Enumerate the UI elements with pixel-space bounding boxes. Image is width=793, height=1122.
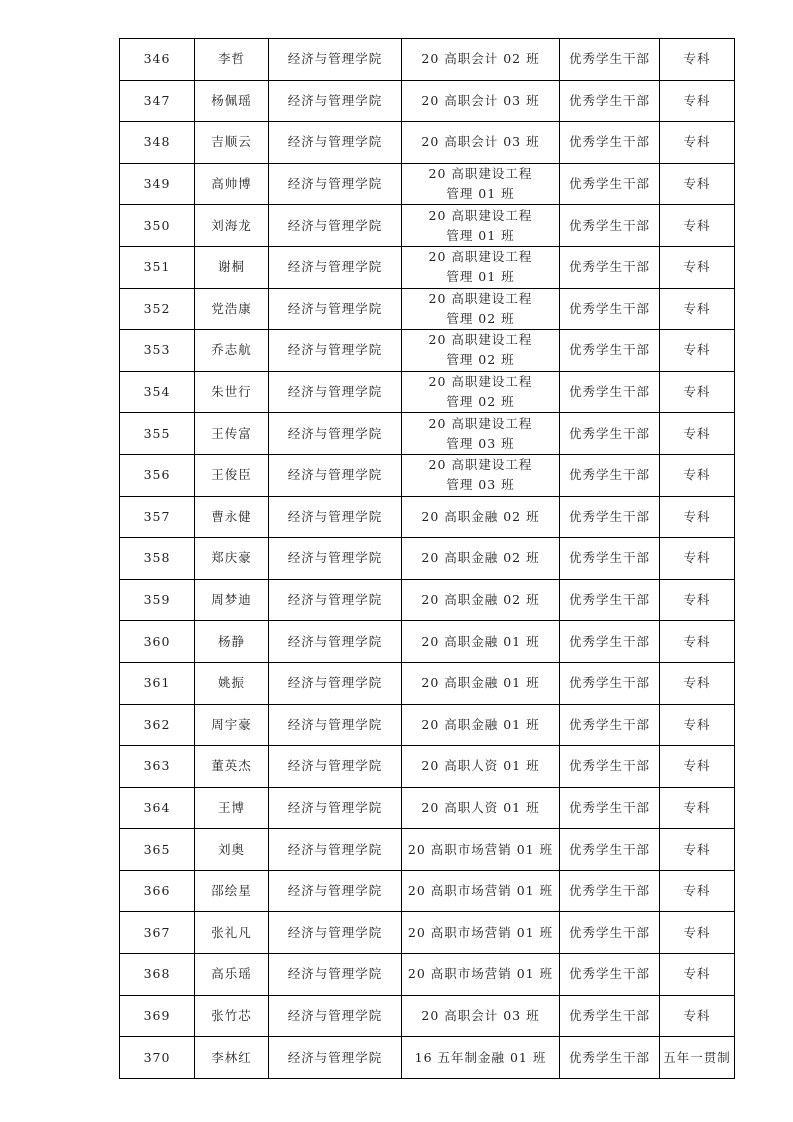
student-name-cell: 周宇豪 xyxy=(195,704,269,746)
education-level-cell: 专科 xyxy=(660,39,735,81)
college-cell: 经济与管理学院 xyxy=(269,371,402,413)
class-line: 20 高职人资 01 班 xyxy=(421,758,540,774)
award-cell: 优秀学生干部 xyxy=(560,1037,660,1079)
class-cell xyxy=(402,704,560,746)
education-level-cell: 专科 xyxy=(660,371,735,413)
class-line: 20 高职建设工程 xyxy=(428,415,533,431)
student-name-cell: 周梦迪 xyxy=(195,579,269,621)
education-level-cell: 专科 xyxy=(660,205,735,247)
table-row xyxy=(120,954,735,996)
class-cell xyxy=(402,662,560,704)
class-cell xyxy=(402,496,560,538)
class-line: 20 高职市场营销 01 班 xyxy=(407,841,554,857)
class-line: 20 高职建设工程 xyxy=(428,374,533,390)
table-row xyxy=(120,496,735,538)
row-number-cell: 361 xyxy=(120,662,195,704)
row-number-cell: 370 xyxy=(120,1037,195,1079)
college-cell: 经济与管理学院 xyxy=(269,413,402,455)
award-cell: 优秀学生干部 xyxy=(560,413,660,455)
award-cell: 优秀学生干部 xyxy=(560,39,660,81)
class-line: 管理 01 班 xyxy=(446,186,515,202)
row-number-cell: 356 xyxy=(120,454,195,496)
award-cell: 优秀学生干部 xyxy=(560,371,660,413)
education-level-cell: 专科 xyxy=(660,538,735,580)
table-row xyxy=(120,39,735,81)
row-number-cell: 348 xyxy=(120,122,195,164)
award-cell: 优秀学生干部 xyxy=(560,330,660,372)
class-cell xyxy=(402,413,560,455)
class-cell xyxy=(402,787,560,829)
college-cell: 经济与管理学院 xyxy=(269,829,402,871)
education-level-cell: 专科 xyxy=(660,246,735,288)
table-row xyxy=(120,870,735,912)
award-cell: 优秀学生干部 xyxy=(560,163,660,205)
education-level-cell: 专科 xyxy=(660,829,735,871)
education-level-cell: 专科 xyxy=(660,80,735,122)
education-level-cell: 专科 xyxy=(660,704,735,746)
class-line: 管理 03 班 xyxy=(446,477,515,493)
class-line: 20 高职市场营销 01 班 xyxy=(407,883,554,899)
student-name-cell: 朱世行 xyxy=(195,371,269,413)
education-level-cell: 专科 xyxy=(660,870,735,912)
award-cell: 优秀学生干部 xyxy=(560,829,660,871)
class-cell xyxy=(402,579,560,621)
education-level-cell: 专科 xyxy=(660,662,735,704)
education-level-cell: 专科 xyxy=(660,787,735,829)
student-name-cell: 党浩康 xyxy=(195,288,269,330)
table-row xyxy=(120,246,735,288)
award-cell: 优秀学生干部 xyxy=(560,579,660,621)
class-line: 20 高职金融 02 班 xyxy=(421,592,540,608)
college-cell: 经济与管理学院 xyxy=(269,246,402,288)
table-row xyxy=(120,995,735,1037)
class-line: 20 高职金融 02 班 xyxy=(421,550,540,566)
table-row xyxy=(120,330,735,372)
table-row xyxy=(120,621,735,663)
class-cell xyxy=(402,829,560,871)
class-line: 20 高职市场营销 01 班 xyxy=(407,924,554,940)
college-cell: 经济与管理学院 xyxy=(269,454,402,496)
award-cell: 优秀学生干部 xyxy=(560,205,660,247)
student-name-cell: 乔志航 xyxy=(195,330,269,372)
table-row xyxy=(120,205,735,247)
award-cell: 优秀学生干部 xyxy=(560,538,660,580)
class-cell xyxy=(402,288,560,330)
college-cell: 经济与管理学院 xyxy=(269,579,402,621)
class-cell xyxy=(402,870,560,912)
student-name-cell: 李林红 xyxy=(195,1037,269,1079)
student-name-cell: 杨佩瑶 xyxy=(195,80,269,122)
student-name-cell: 高帅博 xyxy=(195,163,269,205)
table-row xyxy=(120,662,735,704)
college-cell: 经济与管理学院 xyxy=(269,330,402,372)
award-cell: 优秀学生干部 xyxy=(560,80,660,122)
college-cell: 经济与管理学院 xyxy=(269,704,402,746)
education-level-cell: 专科 xyxy=(660,163,735,205)
education-level-cell: 专科 xyxy=(660,288,735,330)
row-number-cell: 366 xyxy=(120,870,195,912)
row-number-cell: 347 xyxy=(120,80,195,122)
student-name-cell: 张竹芯 xyxy=(195,995,269,1037)
student-name-cell: 王传富 xyxy=(195,413,269,455)
class-cell xyxy=(402,912,560,954)
class-line: 管理 02 班 xyxy=(446,394,515,410)
class-cell xyxy=(402,454,560,496)
class-line: 20 高职建设工程 xyxy=(428,457,533,473)
class-cell xyxy=(402,246,560,288)
class-cell xyxy=(402,205,560,247)
award-cell: 优秀学生干部 xyxy=(560,870,660,912)
table-row xyxy=(120,538,735,580)
award-cell: 优秀学生干部 xyxy=(560,246,660,288)
college-cell: 经济与管理学院 xyxy=(269,1037,402,1079)
row-number-cell: 367 xyxy=(120,912,195,954)
roster-body xyxy=(120,39,735,1079)
college-cell: 经济与管理学院 xyxy=(269,621,402,663)
table-row xyxy=(120,454,735,496)
class-line: 20 高职人资 01 班 xyxy=(421,799,540,815)
award-cell: 优秀学生干部 xyxy=(560,288,660,330)
education-level-cell: 专科 xyxy=(660,122,735,164)
class-cell xyxy=(402,1037,560,1079)
class-cell xyxy=(402,39,560,81)
row-number-cell: 359 xyxy=(120,579,195,621)
class-cell xyxy=(402,122,560,164)
education-level-cell: 五年一贯制 xyxy=(660,1037,735,1079)
class-line: 16 五年制金融 01 班 xyxy=(414,1049,547,1065)
college-cell: 经济与管理学院 xyxy=(269,39,402,81)
class-line: 20 高职建设工程 xyxy=(428,249,533,265)
row-number-cell: 368 xyxy=(120,954,195,996)
college-cell: 经济与管理学院 xyxy=(269,787,402,829)
table-row xyxy=(120,746,735,788)
class-line: 20 高职金融 01 班 xyxy=(421,716,540,732)
student-name-cell: 刘奥 xyxy=(195,829,269,871)
table-row xyxy=(120,1037,735,1079)
college-cell: 经济与管理学院 xyxy=(269,122,402,164)
award-cell: 优秀学生干部 xyxy=(560,912,660,954)
table-row xyxy=(120,80,735,122)
student-name-cell: 曹永健 xyxy=(195,496,269,538)
award-cell: 优秀学生干部 xyxy=(560,787,660,829)
college-cell: 经济与管理学院 xyxy=(269,163,402,205)
row-number-cell: 351 xyxy=(120,246,195,288)
class-line: 20 高职建设工程 xyxy=(428,166,533,182)
student-name-cell: 李哲 xyxy=(195,39,269,81)
student-name-cell: 郑庆豪 xyxy=(195,538,269,580)
student-name-cell: 邵绘星 xyxy=(195,870,269,912)
row-number-cell: 353 xyxy=(120,330,195,372)
college-cell: 经济与管理学院 xyxy=(269,80,402,122)
class-line: 20 高职金融 02 班 xyxy=(421,508,540,524)
student-name-cell: 谢桐 xyxy=(195,246,269,288)
class-line: 20 高职金融 01 班 xyxy=(421,633,540,649)
college-cell: 经济与管理学院 xyxy=(269,288,402,330)
class-cell xyxy=(402,163,560,205)
student-name-cell: 杨静 xyxy=(195,621,269,663)
class-line: 管理 01 班 xyxy=(446,227,515,243)
class-line: 20 高职金融 01 班 xyxy=(421,675,540,691)
class-cell xyxy=(402,621,560,663)
award-cell: 优秀学生干部 xyxy=(560,662,660,704)
class-cell xyxy=(402,80,560,122)
row-number-cell: 364 xyxy=(120,787,195,829)
award-cell: 优秀学生干部 xyxy=(560,704,660,746)
class-line: 20 高职会计 03 班 xyxy=(421,134,540,150)
college-cell: 经济与管理学院 xyxy=(269,954,402,996)
education-level-cell: 专科 xyxy=(660,330,735,372)
class-cell xyxy=(402,538,560,580)
row-number-cell: 363 xyxy=(120,746,195,788)
class-line: 20 高职建设工程 xyxy=(428,332,533,348)
table-row xyxy=(120,122,735,164)
class-line: 20 高职会计 03 班 xyxy=(421,92,540,108)
award-cell: 优秀学生干部 xyxy=(560,496,660,538)
row-number-cell: 352 xyxy=(120,288,195,330)
class-cell xyxy=(402,954,560,996)
college-cell: 经济与管理学院 xyxy=(269,870,402,912)
class-line: 20 高职会计 02 班 xyxy=(421,51,540,67)
education-level-cell: 专科 xyxy=(660,746,735,788)
row-number-cell: 349 xyxy=(120,163,195,205)
student-name-cell: 刘海龙 xyxy=(195,205,269,247)
college-cell: 经济与管理学院 xyxy=(269,995,402,1037)
award-roster-table xyxy=(119,38,735,1079)
table-row xyxy=(120,371,735,413)
class-line: 管理 03 班 xyxy=(446,435,515,451)
education-level-cell: 专科 xyxy=(660,454,735,496)
table-row xyxy=(120,163,735,205)
row-number-cell: 369 xyxy=(120,995,195,1037)
student-name-cell: 王博 xyxy=(195,787,269,829)
college-cell: 经济与管理学院 xyxy=(269,662,402,704)
row-number-cell: 354 xyxy=(120,371,195,413)
table-row xyxy=(120,829,735,871)
table-row xyxy=(120,413,735,455)
class-line: 20 高职建设工程 xyxy=(428,290,533,306)
education-level-cell: 专科 xyxy=(660,995,735,1037)
college-cell: 经济与管理学院 xyxy=(269,912,402,954)
education-level-cell: 专科 xyxy=(660,912,735,954)
education-level-cell: 专科 xyxy=(660,579,735,621)
college-cell: 经济与管理学院 xyxy=(269,496,402,538)
award-cell: 优秀学生干部 xyxy=(560,954,660,996)
college-cell: 经济与管理学院 xyxy=(269,205,402,247)
class-cell xyxy=(402,330,560,372)
student-name-cell: 王俊臣 xyxy=(195,454,269,496)
college-cell: 经济与管理学院 xyxy=(269,746,402,788)
student-name-cell: 张礼凡 xyxy=(195,912,269,954)
row-number-cell: 355 xyxy=(120,413,195,455)
student-name-cell: 董英杰 xyxy=(195,746,269,788)
class-line: 管理 01 班 xyxy=(446,269,515,285)
table-row xyxy=(120,579,735,621)
education-level-cell: 专科 xyxy=(660,621,735,663)
table-row xyxy=(120,288,735,330)
row-number-cell: 358 xyxy=(120,538,195,580)
table-row xyxy=(120,704,735,746)
award-cell: 优秀学生干部 xyxy=(560,746,660,788)
class-cell xyxy=(402,371,560,413)
award-cell: 优秀学生干部 xyxy=(560,621,660,663)
student-name-cell: 高乐瑶 xyxy=(195,954,269,996)
table-row xyxy=(120,912,735,954)
award-cell: 优秀学生干部 xyxy=(560,454,660,496)
student-name-cell: 吉顺云 xyxy=(195,122,269,164)
table-row xyxy=(120,787,735,829)
class-line: 20 高职市场营销 01 班 xyxy=(407,966,554,982)
row-number-cell: 346 xyxy=(120,39,195,81)
class-cell xyxy=(402,995,560,1037)
class-line: 管理 02 班 xyxy=(446,310,515,326)
class-line: 20 高职建设工程 xyxy=(428,207,533,223)
education-level-cell: 专科 xyxy=(660,413,735,455)
class-cell xyxy=(402,746,560,788)
award-cell: 优秀学生干部 xyxy=(560,122,660,164)
class-line: 管理 02 班 xyxy=(446,352,515,368)
student-name-cell: 姚振 xyxy=(195,662,269,704)
class-line: 20 高职会计 03 班 xyxy=(421,1007,540,1023)
row-number-cell: 357 xyxy=(120,496,195,538)
row-number-cell: 362 xyxy=(120,704,195,746)
education-level-cell: 专科 xyxy=(660,496,735,538)
award-cell: 优秀学生干部 xyxy=(560,995,660,1037)
college-cell: 经济与管理学院 xyxy=(269,538,402,580)
row-number-cell: 365 xyxy=(120,829,195,871)
row-number-cell: 360 xyxy=(120,621,195,663)
education-level-cell: 专科 xyxy=(660,954,735,996)
row-number-cell: 350 xyxy=(120,205,195,247)
